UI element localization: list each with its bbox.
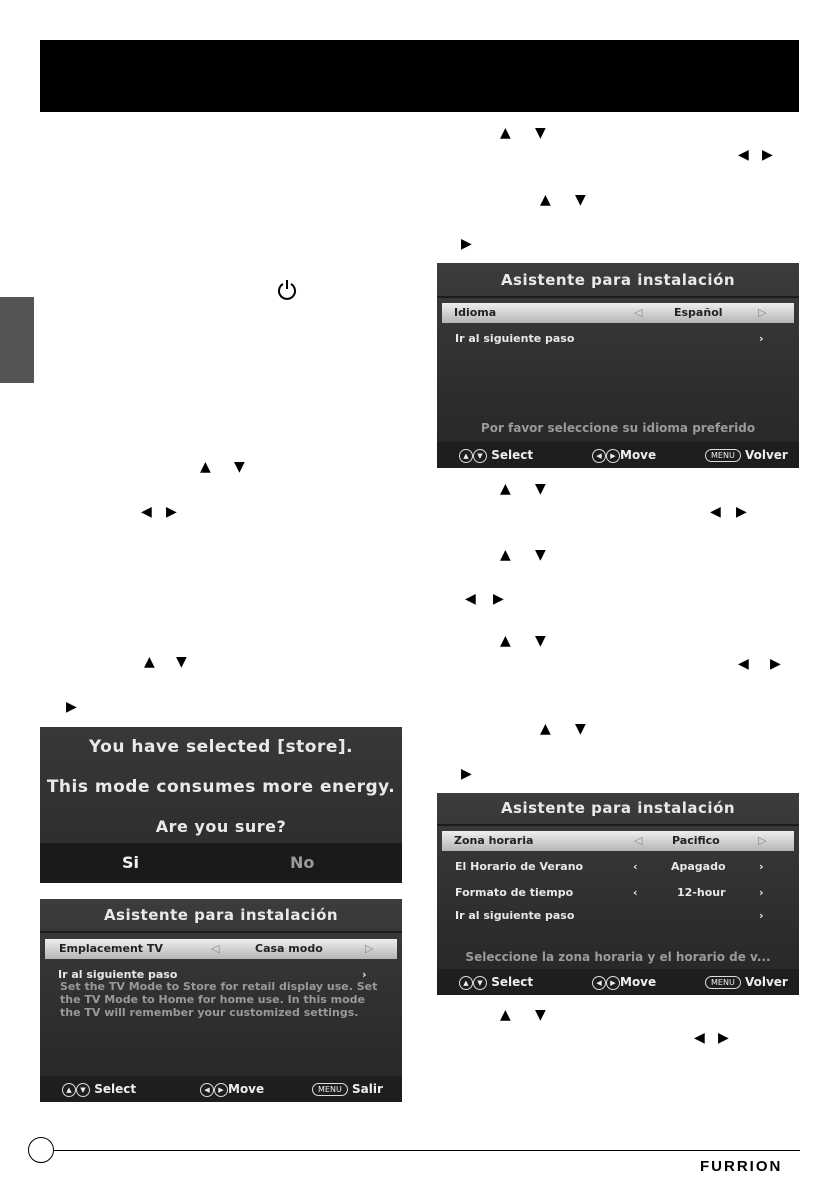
down-arrow-icon: ▼ [575, 192, 586, 208]
select-hint [459, 969, 533, 995]
right-arrow-icon: ▶ [770, 656, 781, 672]
power-icon [277, 279, 297, 301]
down-arrow-icon: ▼ [176, 654, 187, 670]
screen-footer [437, 442, 799, 468]
dialog-options-bar [40, 843, 402, 883]
time-format-row[interactable] [437, 885, 799, 901]
left-arrow-icon: ◀ [710, 504, 721, 520]
chevron-left-icon[interactable]: ◁ [634, 306, 643, 319]
chevron-right-icon: › [759, 909, 764, 922]
right-arrow-icon: ▶ [66, 699, 77, 715]
screen-footer [437, 969, 799, 995]
right-arrow-icon: ▶ [166, 504, 177, 520]
left-button-icon: ◀ [592, 449, 606, 463]
back-hint [705, 442, 788, 468]
move-hint [200, 1076, 264, 1102]
right-arrow-icon: ▶ [762, 147, 773, 163]
right-button-icon: ▶ [606, 976, 620, 990]
row-label: El Horario de Verano [455, 860, 584, 873]
footer-rule [50, 1150, 800, 1151]
chevron-right-icon[interactable]: ▷ [365, 942, 374, 955]
left-arrow-icon: ◀ [141, 504, 152, 520]
next-step-item[interactable]: Ir al siguiente paso [455, 332, 575, 345]
brand-logo: FURRION [700, 1158, 783, 1175]
up-arrow-icon: ▲ [500, 481, 511, 497]
chevron-right-icon[interactable]: › [759, 886, 764, 899]
down-arrow-icon: ▼ [535, 125, 546, 141]
right-arrow-icon: ▶ [718, 1030, 729, 1046]
select-label: Select [94, 1082, 137, 1096]
chevron-left-icon[interactable]: ‹ [633, 886, 638, 899]
yes-option[interactable]: Si [122, 853, 140, 872]
store-confirm-dialog [40, 727, 402, 883]
up-arrow-icon: ▲ [540, 721, 551, 737]
screen-footer [40, 1076, 402, 1102]
left-button-icon: ◀ [592, 976, 606, 990]
move-label: Move [620, 975, 657, 989]
language-row[interactable] [442, 303, 794, 323]
menu-button-icon: MENU [705, 976, 741, 989]
chevron-right-icon[interactable]: › [759, 860, 764, 873]
down-arrow-icon: ▼ [535, 633, 546, 649]
down-button-icon: ▼ [473, 976, 487, 990]
side-tab [0, 297, 34, 383]
hint-text: Seleccione la zona horaria y el horario de v... [465, 950, 771, 964]
row-value: Apagado [671, 860, 726, 873]
select-label: Select [491, 975, 534, 989]
row-value: Casa modo [255, 942, 323, 955]
right-arrow-icon: ▶ [461, 766, 472, 782]
hint-text: Por favor seleccione su idioma preferido [480, 421, 756, 435]
down-arrow-icon: ▼ [575, 721, 586, 737]
row-label: Idioma [454, 306, 497, 319]
row-value: Pacifico [672, 834, 720, 847]
page-number-circle [28, 1137, 54, 1163]
up-arrow-icon: ▲ [500, 1007, 511, 1023]
right-button-icon: ▶ [214, 1083, 228, 1097]
move-hint [592, 442, 656, 468]
back-hint [312, 1076, 383, 1102]
chevron-right-icon[interactable]: ▷ [758, 834, 767, 847]
menu-button-icon: MENU [705, 449, 741, 462]
up-arrow-icon: ▲ [500, 633, 511, 649]
chevron-right-icon[interactable]: ▷ [758, 306, 767, 319]
dialog-line-2: This mode consumes more energy. [46, 777, 396, 797]
down-button-icon: ▼ [76, 1083, 90, 1097]
right-arrow-icon: ▶ [736, 504, 747, 520]
tv-location-screen [40, 899, 402, 1102]
move-label: Move [228, 1082, 265, 1096]
up-arrow-icon: ▲ [144, 654, 155, 670]
up-button-icon: ▲ [62, 1083, 76, 1097]
next-step-row[interactable] [437, 908, 799, 924]
row-value: Español [674, 306, 723, 319]
down-arrow-icon: ▼ [535, 1007, 546, 1023]
left-arrow-icon: ◀ [694, 1030, 705, 1046]
select-label: Select [491, 448, 534, 462]
down-button-icon: ▼ [473, 449, 487, 463]
screen-title: Asistente para instalación [103, 906, 339, 924]
select-hint [459, 442, 533, 468]
next-step-item[interactable]: Ir al siguiente paso [58, 968, 178, 981]
back-label: Volver [744, 975, 788, 989]
move-label: Move [620, 448, 657, 462]
chevron-left-icon[interactable]: ‹ [633, 860, 638, 873]
menu-button-icon: MENU [312, 1083, 348, 1096]
row-label: Zona horaria [454, 834, 534, 847]
dialog-line-1: You have selected [store]. [88, 737, 354, 757]
divider [40, 931, 402, 933]
left-arrow-icon: ◀ [465, 591, 476, 607]
left-arrow-icon: ◀ [738, 147, 749, 163]
down-arrow-icon: ▼ [535, 481, 546, 497]
back-label: Volver [744, 448, 788, 462]
dst-row[interactable] [437, 859, 799, 875]
dialog-line-3: Are you sure? [155, 817, 287, 836]
row-label: Emplacement TV [59, 942, 163, 955]
header-bar [40, 40, 799, 112]
left-button-icon: ◀ [200, 1083, 214, 1097]
row-label: Ir al siguiente paso [455, 909, 575, 922]
language-screen [437, 263, 799, 468]
left-arrow-icon: ◀ [738, 656, 749, 672]
select-hint [62, 1076, 136, 1102]
timezone-row[interactable] [442, 831, 794, 851]
row-label: Formato de tiempo [455, 886, 574, 899]
down-arrow-icon: ▼ [535, 547, 546, 563]
right-arrow-icon: ▶ [493, 591, 504, 607]
divider [437, 296, 799, 298]
timezone-screen [437, 793, 799, 995]
screen-title: Asistente para instalación [500, 271, 736, 289]
mode-description: Set the TV Mode to Store for retail display use. Set the TV Mode to Home for home use. In this mode the TV will remember your customized settings. [60, 980, 378, 1019]
right-arrow-icon: ▶ [461, 236, 472, 252]
up-arrow-icon: ▲ [500, 125, 511, 141]
down-arrow-icon: ▼ [234, 459, 245, 475]
no-option[interactable]: No [290, 853, 315, 872]
tv-location-row[interactable] [45, 939, 397, 959]
back-label: Salir [351, 1082, 383, 1096]
right-button-icon: ▶ [606, 449, 620, 463]
up-button-icon: ▲ [459, 449, 473, 463]
back-hint [705, 969, 788, 995]
move-hint [592, 969, 656, 995]
up-button-icon: ▲ [459, 976, 473, 990]
up-arrow-icon: ▲ [500, 547, 511, 563]
chevron-right-icon: › [759, 332, 764, 345]
up-arrow-icon: ▲ [540, 192, 551, 208]
chevron-left-icon[interactable]: ◁ [634, 834, 643, 847]
screen-title: Asistente para instalación [500, 799, 736, 817]
divider [437, 824, 799, 826]
up-arrow-icon: ▲ [200, 459, 211, 475]
row-value: 12-hour [677, 886, 726, 899]
chevron-left-icon[interactable]: ◁ [211, 942, 220, 955]
chevron-right-icon: › [362, 968, 367, 981]
